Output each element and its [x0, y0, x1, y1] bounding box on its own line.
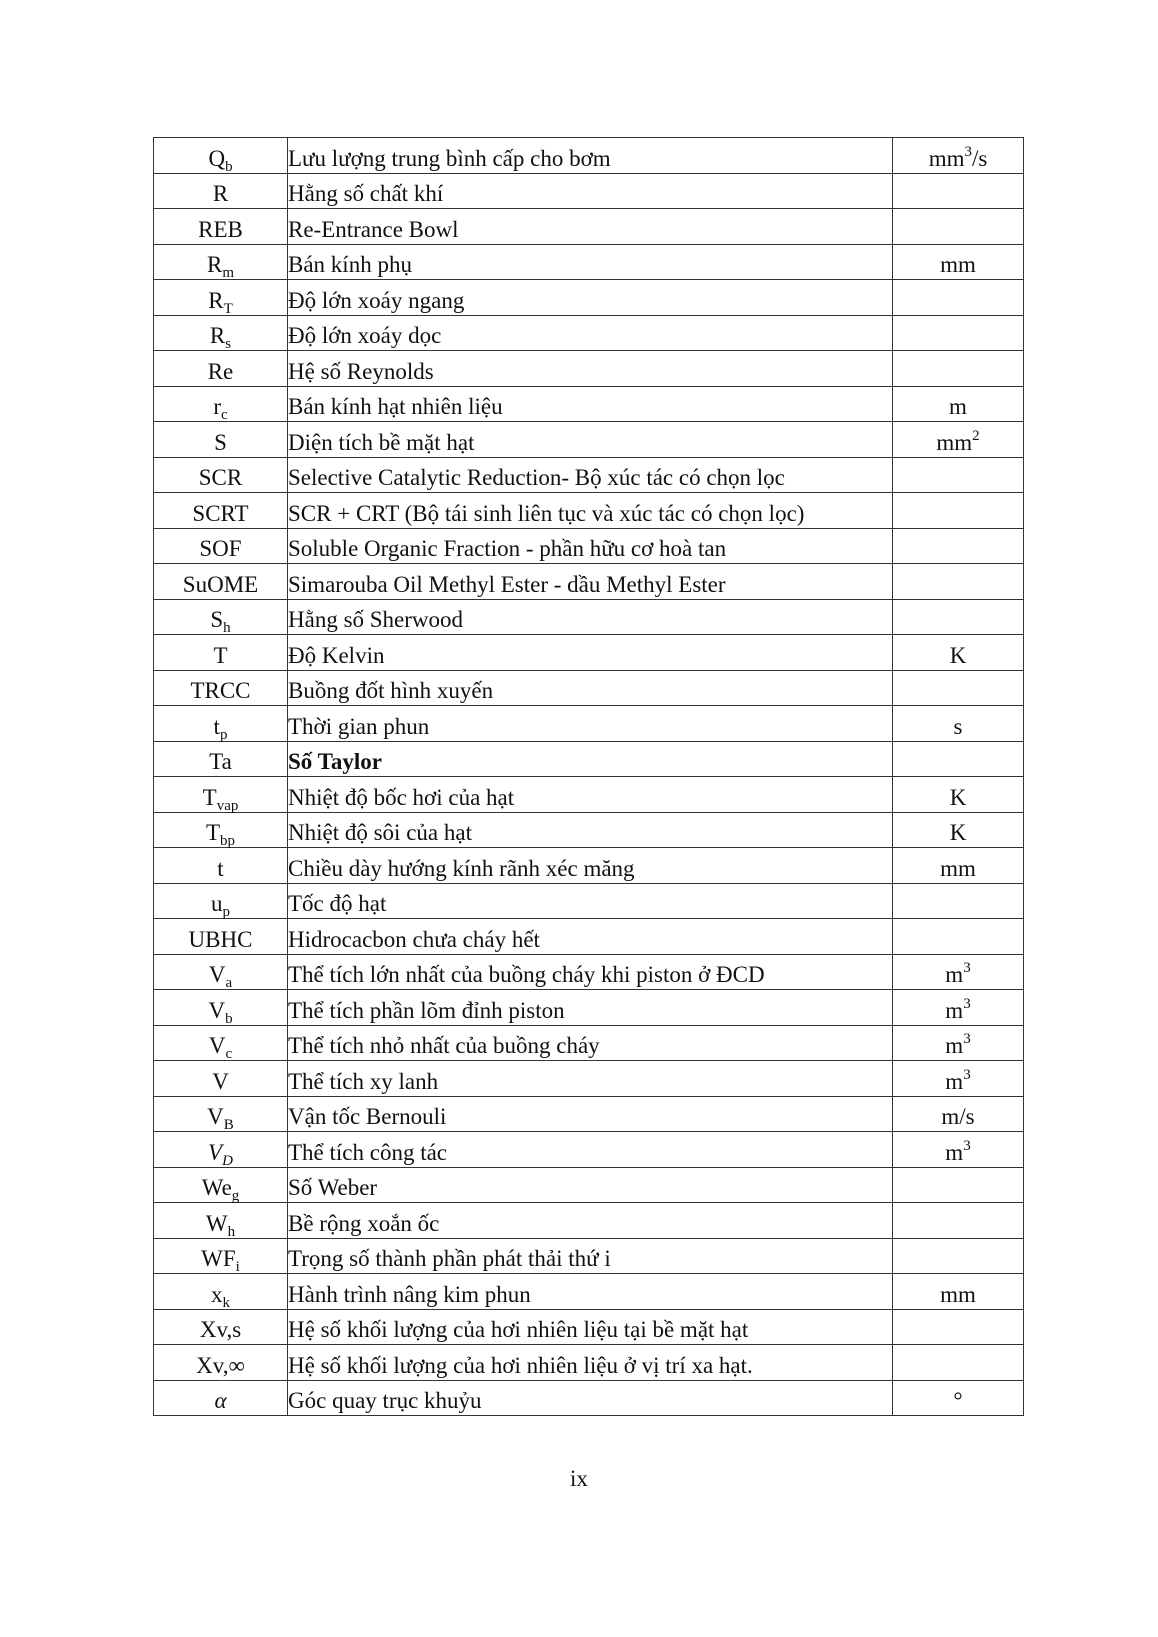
unit-text: mm: [940, 252, 976, 277]
symbol-text: Xv,∞: [196, 1352, 245, 1378]
unit-text: mm: [936, 429, 973, 455]
table-row: [154, 812, 1024, 848]
symbol-text: UBHC: [188, 926, 253, 952]
table-row: [154, 173, 1024, 209]
table-row: [154, 1345, 1024, 1381]
description-cell: Nhiệt độ sôi của hạt: [288, 812, 893, 848]
unit-cell: [893, 315, 1024, 351]
symbol-cell: [154, 1238, 288, 1274]
symbol-subscript: h: [227, 1223, 236, 1240]
symbol-cell: [154, 1345, 288, 1381]
symbol-subscript: s: [225, 336, 232, 352]
unit-cell: [893, 564, 1024, 600]
description-cell: Thể tích lớn nhất của buồng cháy khi piston ở ĐCD: [288, 954, 893, 990]
unit-cell: [893, 1203, 1024, 1239]
description-cell: Diện tích bề mặt hạt: [288, 422, 893, 458]
table-row: [154, 1238, 1024, 1274]
table-row: [154, 351, 1024, 387]
table-row: [154, 1274, 1024, 1310]
unit-cell: [893, 1238, 1024, 1274]
unit-cell: [893, 883, 1024, 919]
unit-cell: [893, 280, 1024, 316]
description-cell: Hằng số Sherwood: [288, 599, 893, 635]
symbol-text: V: [208, 1139, 223, 1165]
symbol-text: T: [213, 642, 228, 668]
symbol-text: W: [205, 1210, 228, 1236]
table-row: [154, 1203, 1024, 1239]
symbol-text: TRCC: [190, 678, 251, 703]
symbol-table-body: [154, 138, 1024, 1416]
symbol-text: Q: [208, 145, 226, 171]
description-cell: Số Weber: [288, 1167, 893, 1203]
symbol-text: V: [212, 1068, 229, 1094]
symbol-subscript: B: [223, 1117, 234, 1133]
symbol-subscript: bp: [220, 833, 236, 849]
symbol-subscript: D: [222, 1152, 233, 1169]
symbol-text: r: [213, 394, 221, 419]
symbol-text: Re: [207, 358, 234, 384]
description-cell: Tốc độ hạt: [288, 883, 893, 919]
table-row: [154, 1096, 1024, 1132]
symbol-text: T: [205, 820, 221, 845]
symbol-cell: [154, 422, 288, 458]
symbol-text: S: [214, 429, 227, 455]
unit-suffix: /s: [971, 145, 988, 171]
symbol-subscript: c: [225, 1046, 233, 1062]
unit-cell: [893, 670, 1024, 706]
symbol-cell: [154, 741, 288, 777]
description-cell: Hidrocacbon chưa cháy hết: [288, 919, 893, 955]
description-cell: Soluble Organic Fraction - phần hữu cơ hoà tan: [288, 528, 893, 564]
description-cell: Nhiệt độ bốc hơi của hạt: [288, 777, 893, 813]
symbol-cell: [154, 706, 288, 742]
symbol-cell: [154, 670, 288, 706]
symbol-cell: [154, 1061, 288, 1097]
table-row: [154, 386, 1024, 422]
table-row: [154, 1061, 1024, 1097]
unit-cell: [893, 812, 1024, 848]
description-cell: Hệ số Reynolds: [288, 351, 893, 387]
symbol-cell: [154, 812, 288, 848]
symbol-cell: [154, 457, 288, 493]
unit-cell: [893, 741, 1024, 777]
description-cell: Góc quay trục khuỷu: [288, 1380, 893, 1416]
description-cell: Độ Kelvin: [288, 635, 893, 671]
symbol-text: x: [211, 1281, 223, 1307]
symbol-cell: [154, 1167, 288, 1203]
symbol-text: S: [210, 607, 224, 632]
symbol-cell: [154, 173, 288, 209]
unit-cell: [893, 706, 1024, 742]
unit-text: K: [949, 784, 967, 810]
symbol-text: V: [208, 997, 226, 1023]
unit-superscript: 3: [963, 1066, 971, 1083]
symbol-cell: [154, 1274, 288, 1310]
table-row: [154, 564, 1024, 600]
symbol-text: SuOME: [182, 571, 259, 597]
table-row: [154, 706, 1024, 742]
table-row: [154, 422, 1024, 458]
unit-cell: [893, 386, 1024, 422]
description-cell: Buồng đốt hình xuyến: [288, 670, 893, 706]
symbol-text: α: [214, 1388, 227, 1413]
symbol-text: Xv,s: [199, 1317, 242, 1342]
unit-cell: [893, 990, 1024, 1026]
unit-superscript: 3: [963, 1031, 971, 1047]
description-cell: SCR + CRT (Bộ tái sinh liên tục và xúc tác có chọn lọc): [288, 493, 893, 529]
symbol-subscript: vap: [216, 797, 239, 814]
unit-cell: [893, 209, 1024, 245]
table-row: [154, 670, 1024, 706]
description-cell: Simarouba Oil Methyl Ester - dầu Methyl Ester: [288, 564, 893, 600]
table-row: [154, 954, 1024, 990]
symbol-cell: [154, 777, 288, 813]
unit-cell: [893, 1061, 1024, 1097]
unit-text: K: [949, 820, 967, 845]
table-row: [154, 528, 1024, 564]
unit-superscript: 3: [964, 143, 972, 160]
unit-cell: [893, 1274, 1024, 1310]
symbol-cell: [154, 138, 288, 174]
table-row: [154, 1380, 1024, 1416]
symbol-text: R: [209, 323, 226, 348]
unit-text: m: [945, 997, 964, 1023]
table-row: [154, 1167, 1024, 1203]
symbol-text: t: [213, 713, 220, 739]
unit-text: m: [945, 962, 964, 987]
description-cell: Số Taylor: [288, 741, 893, 777]
description-cell: Bán kính phụ: [288, 244, 893, 280]
symbol-cell: [154, 883, 288, 919]
symbol-cell: [154, 386, 288, 422]
description-cell: Bán kính hạt nhiên liệu: [288, 386, 893, 422]
description-cell: Bề rộng xoắn ốc: [288, 1203, 893, 1239]
unit-superscript: 3: [963, 995, 971, 1012]
symbol-text: u: [211, 891, 223, 916]
table-row: [154, 777, 1024, 813]
symbol-text: R: [206, 252, 223, 277]
symbol-text: We: [201, 1175, 232, 1200]
symbol-text: R: [208, 287, 224, 313]
description-cell: Trọng số thành phần phát thải thứ i: [288, 1238, 893, 1274]
table-row: [154, 635, 1024, 671]
symbol-subscript: p: [222, 904, 230, 920]
symbol-text: WF: [201, 1246, 236, 1271]
symbol-text: V: [208, 962, 226, 987]
symbol-cell: [154, 1203, 288, 1239]
unit-text: °: [953, 1388, 963, 1413]
description-cell: Thời gian phun: [288, 706, 893, 742]
unit-text: mm: [940, 855, 976, 881]
unit-cell: [893, 1132, 1024, 1168]
table-row: [154, 1132, 1024, 1168]
unit-text: m: [945, 1068, 964, 1094]
unit-cell: [893, 173, 1024, 209]
table-row: [154, 848, 1024, 884]
unit-cell: [893, 1096, 1024, 1132]
symbol-text: V: [207, 1104, 224, 1129]
unit-superscript: 3: [963, 960, 971, 976]
unit-cell: [893, 493, 1024, 529]
symbol-subscript: p: [219, 726, 228, 743]
unit-cell: [893, 1167, 1024, 1203]
symbol-cell: [154, 351, 288, 387]
unit-cell: [893, 1025, 1024, 1061]
unit-cell: [893, 635, 1024, 671]
description-cell: Hệ số khối lượng của hơi nhiên liệu tại bề mặt hạt: [288, 1309, 893, 1345]
description-cell: Chiều dày hướng kính rãnh xéc măng: [288, 848, 893, 884]
description-cell: Thể tích công tác: [288, 1132, 893, 1168]
symbol-subscript: i: [235, 1259, 240, 1275]
symbol-subscript: a: [225, 975, 233, 991]
symbol-subscript: b: [225, 158, 233, 175]
symbol-text: Ta: [209, 749, 232, 774]
description-cell: Thể tích xy lanh: [288, 1061, 893, 1097]
symbol-subscript: T: [223, 300, 233, 317]
symbol-text: REB: [198, 216, 243, 242]
table-row: [154, 883, 1024, 919]
description-cell: Độ lớn xoáy ngang: [288, 280, 893, 316]
symbol-table: [153, 137, 1024, 1416]
symbol-cell: [154, 1380, 288, 1416]
symbol-cell: [154, 493, 288, 529]
symbol-text: V: [208, 1033, 226, 1058]
description-cell: Selective Catalytic Reduction- Bộ xúc tác có chọn lọc: [288, 457, 893, 493]
table-row: [154, 493, 1024, 529]
unit-text: m: [949, 394, 967, 419]
description-cell: Hành trình nâng kim phun: [288, 1274, 893, 1310]
unit-cell: [893, 954, 1024, 990]
unit-superscript: 2: [972, 427, 980, 444]
symbol-cell: [154, 280, 288, 316]
description-cell: Độ lớn xoáy dọc: [288, 315, 893, 351]
unit-cell: [893, 422, 1024, 458]
unit-cell: [893, 351, 1024, 387]
symbol-subscript: m: [222, 265, 234, 281]
symbol-subscript: b: [225, 1010, 233, 1027]
unit-cell: [893, 1345, 1024, 1381]
symbol-cell: [154, 244, 288, 280]
unit-text: mm: [940, 1281, 976, 1307]
symbol-text: SCRT: [192, 500, 249, 526]
table-row: [154, 1309, 1024, 1345]
unit-text: m/s: [941, 1104, 975, 1129]
table-row: [154, 990, 1024, 1026]
symbol-cell: [154, 919, 288, 955]
unit-cell: [893, 244, 1024, 280]
unit-cell: [893, 1309, 1024, 1345]
symbol-text: SOF: [199, 536, 242, 561]
description-cell: Hằng số chất khí: [288, 173, 893, 209]
symbol-cell: [154, 990, 288, 1026]
symbol-text: T: [202, 784, 217, 810]
unit-cell: [893, 919, 1024, 955]
table-row: [154, 138, 1024, 174]
description-cell: Lưu lượng trung bình cấp cho bơm: [288, 138, 893, 174]
symbol-cell: [154, 315, 288, 351]
table-row: [154, 1025, 1024, 1061]
page-number: ix: [570, 1466, 588, 1491]
table-row: [154, 919, 1024, 955]
unit-cell: [893, 457, 1024, 493]
unit-text: m: [945, 1033, 964, 1058]
unit-cell: [893, 1380, 1024, 1416]
unit-cell: [893, 528, 1024, 564]
symbol-cell: [154, 954, 288, 990]
table-row: [154, 315, 1024, 351]
table-row: [154, 209, 1024, 245]
symbol-subscript: g: [231, 1188, 240, 1204]
unit-cell: [893, 777, 1024, 813]
table-row: [154, 457, 1024, 493]
symbol-cell: [154, 635, 288, 671]
symbol-text: R: [212, 181, 229, 206]
symbol-cell: [154, 1096, 288, 1132]
unit-text: s: [953, 713, 963, 739]
unit-text: m: [945, 1139, 964, 1165]
symbol-cell: [154, 848, 288, 884]
symbol-subscript: k: [222, 1294, 230, 1311]
symbol-cell: [154, 599, 288, 635]
symbol-subscript: c: [221, 407, 228, 423]
table-row: [154, 280, 1024, 316]
unit-superscript: 3: [963, 1137, 971, 1154]
symbol-cell: [154, 1309, 288, 1345]
description-cell: Vận tốc Bernouli: [288, 1096, 893, 1132]
table-row: [154, 244, 1024, 280]
unit-cell: [893, 599, 1024, 635]
unit-cell: [893, 138, 1024, 174]
symbol-cell: [154, 209, 288, 245]
table-row: [154, 741, 1024, 777]
description-cell: Thể tích phần lõm đỉnh piston: [288, 990, 893, 1026]
symbol-subscript: h: [223, 620, 231, 636]
unit-text: K: [949, 642, 967, 668]
symbol-text: t: [217, 855, 224, 881]
table-row: [154, 599, 1024, 635]
unit-text: mm: [928, 145, 965, 171]
symbol-text: SCR: [198, 465, 243, 490]
unit-cell: [893, 848, 1024, 884]
symbol-cell: [154, 564, 288, 600]
description-cell: Thể tích nhỏ nhất của buồng cháy: [288, 1025, 893, 1061]
description-cell: Hệ số khối lượng của hơi nhiên liệu ở vị trí xa hạt.: [288, 1345, 893, 1381]
symbol-cell: [154, 528, 288, 564]
symbol-cell: [154, 1132, 288, 1168]
symbol-cell: [154, 1025, 288, 1061]
description-cell: Re-Entrance Bowl: [288, 209, 893, 245]
